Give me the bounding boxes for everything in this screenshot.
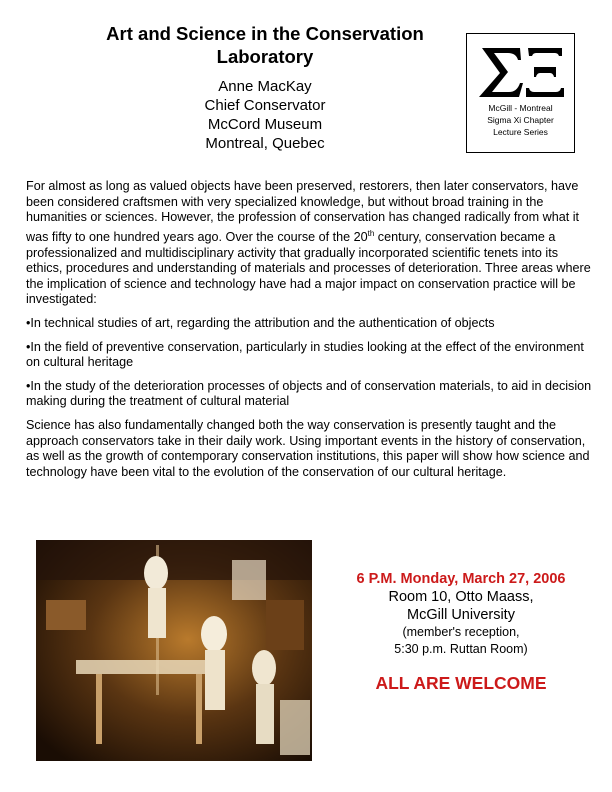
speaker-institution: McCord Museum: [207, 116, 323, 133]
event-university: McGill University: [407, 607, 515, 623]
welcome-banner: ALL ARE WELCOME: [375, 673, 547, 693]
sigma-xi-symbol-icon: [476, 40, 566, 100]
speaker-location: Montreal, Quebec: [205, 135, 325, 152]
abstract-paragraph-1: [26, 179, 596, 308]
bullet-item: •In technical studies of art, regarding the attribution and the authentication of objects: [26, 315, 495, 330]
lecture-abstract: [26, 179, 596, 488]
event-room: Room 10, Otto Maass,: [388, 589, 534, 605]
page-title: [60, 22, 470, 68]
abstract-paragraph-2: Science has also fundamentally changed both the way conservation is presently taught and the approach conservators take in their daily work. Using important events in the history of conservation, as well as the growth of contemporary conservation institutions, this paper will show how science and technology have been vital to the evolution of the conservation of our cultural heritage.: [26, 417, 590, 479]
logo-line-3: Lecture Series: [493, 127, 548, 137]
paragraph-1-text: For almost as long as valued objects have been preserved, restorers, then later conservators, have been considered craftsmen with very specialized knowledge, but without broad training in the humanities or sciences. However, the profession of conservation has changed radically from what it was fifty to one hundred years ago. Over the course of the 20: [26, 179, 580, 244]
logo-line-1: McGill - Montreal: [488, 103, 553, 113]
event-reception-line-1: (member's reception,: [402, 625, 520, 639]
title-block: [60, 22, 470, 153]
bullet-item: •In the field of preventive conservation, particularly in studies looking at the effect of the environment on cultural heritage: [26, 339, 584, 370]
conservation-lab-photo: [36, 540, 312, 761]
title-line-2: Laboratory: [216, 46, 314, 67]
speaker-info: [60, 77, 470, 153]
speaker-name: Anne MacKay: [218, 78, 312, 95]
event-details: [330, 570, 592, 694]
title-line-1: Art and Science in the Conservation: [106, 23, 424, 44]
lab-photo-image: [36, 540, 312, 761]
bullet-item: •In the study of the deterioration processes of objects and of conservation materials, to aid in decision making during the treatment of cultural material: [26, 378, 592, 409]
paragraph-1-text-cont: century, conservation became a professionalized and multidisciplinary activity that gradually incorporated scientific tenets into its ethics, procedures and understanding of materials and processes of deterioration. Three areas where the implication of science and technology have had a major impact on conservation practice will be investigated:: [26, 229, 591, 307]
event-time: 6 P.M. Monday, March 27, 2006: [356, 571, 566, 587]
event-reception-line-2: 5:30 p.m. Ruttan Room): [394, 642, 528, 656]
sigma-xi-logo: [466, 33, 575, 153]
superscript-th: th: [367, 228, 375, 238]
logo-caption: [467, 102, 574, 138]
speaker-position: Chief Conservator: [204, 97, 326, 114]
logo-line-2: Sigma Xi Chapter: [487, 115, 554, 125]
